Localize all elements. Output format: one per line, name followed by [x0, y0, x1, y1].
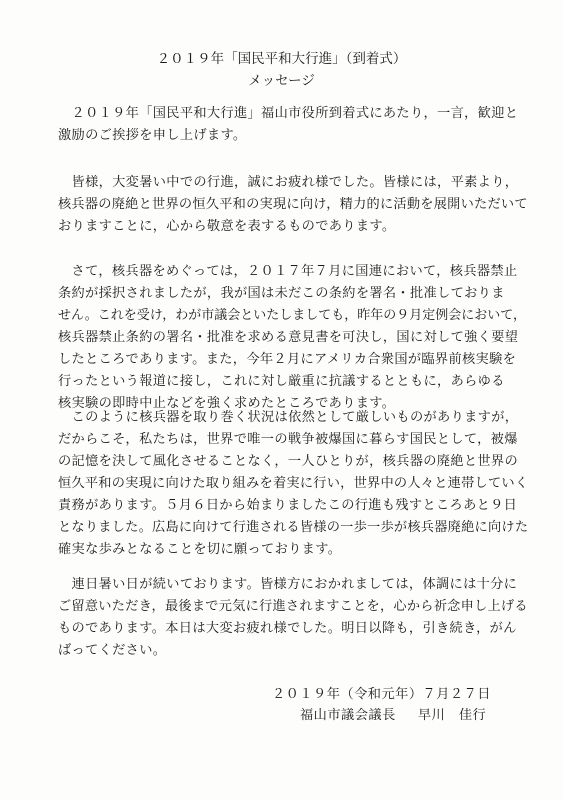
text-line: ご留意いただき，最後まで元気に行進されますことを，心から祈念申し上げる [58, 599, 528, 614]
text-line: 連日暑い日が続いております。皆様方におかれましては，体調には十分に [58, 577, 518, 592]
text-line: 核兵器の廃絶と世界の恒久平和の実現に向け，精力的に活動を展開いただいて [58, 197, 528, 212]
text-line: ２０１９年「国民平和大行進」福山市役所到着式にあたり，一言，歓迎と [58, 106, 519, 121]
paragraph-closing-remarks [58, 574, 528, 662]
text-line: 恒久平和の実現に向けた取り組みを着実に行い，世界中の人々と連帯していく [58, 476, 529, 491]
paragraph-greeting [58, 103, 528, 147]
text-line: したところであります。また，今年２月にアメリカ合衆国が臨界前核実験を [58, 352, 517, 367]
text-line: 責務があります。５月６日から始まりましたこの行進も残すところあと９日 [58, 498, 518, 513]
text-line: 皆様，大変暑い中での行進，誠にお疲れ様でした。皆様には，平素より， [58, 175, 519, 190]
text-line: 確実な歩みとなることを切に願っております。 [58, 542, 342, 557]
text-line: ものであります。本日は大変お疲れ様でした。明日以降も，引き続き，がん [58, 621, 517, 636]
text-line: 激励のご挨拶を申し上げます。 [58, 128, 247, 143]
text-line: 核兵器禁止条約の署名・批准を求める意見書を可決し，国に対して強く要望 [58, 330, 519, 345]
text-line: このように核兵器を取り巻く状況は依然として厳しいものがありますが， [58, 410, 519, 425]
paragraph-situation [58, 407, 528, 561]
paragraph-treaty [58, 261, 528, 415]
text-line: ばってください。 [58, 643, 167, 658]
document-date: ２０１９年（令和元年）７月２７日 [272, 687, 491, 702]
signatory-name: 早川 佳行 [417, 708, 487, 723]
document-title: ２０１９年「国民平和大行進」（到着式） [156, 51, 407, 67]
text-line: 核実験の即時中止などを強く求めたところであります。 [58, 396, 396, 411]
text-line: だからこそ，私たちは，世界で唯一の戦争被爆国に暮らす国民として，被爆 [58, 432, 518, 447]
document-subtitle: メッセージ [248, 73, 315, 89]
text-line: せん。これを受け，わが市議会といたしましても，昨年の９月定例会において， [58, 308, 527, 323]
text-line: おりますことに，心から敬意を表するものであります。 [58, 219, 396, 234]
text-line: となりました。広島に向けて行進される皆様の一歩一歩が核兵器廃絶に向けた [58, 520, 529, 535]
text-line: 条約が採択されましたが，我が国は未だこの条約を署名・批准しておりま [58, 286, 505, 301]
text-line: さて，核兵器をめぐっては，２０１７年７月に国連において，核兵器禁止 [58, 264, 518, 279]
signatory-title: 福山市議会議長 [300, 708, 396, 723]
signature-block [300, 705, 486, 727]
text-line: 行ったという報道に接し，これに対し厳重に抗議するとともに，あらゆる [58, 374, 505, 389]
text-line: の記憶を決して風化させることなく，一人ひとりが，核兵器の廃絶と世界の [58, 454, 519, 469]
paragraph-thanks [58, 172, 528, 238]
